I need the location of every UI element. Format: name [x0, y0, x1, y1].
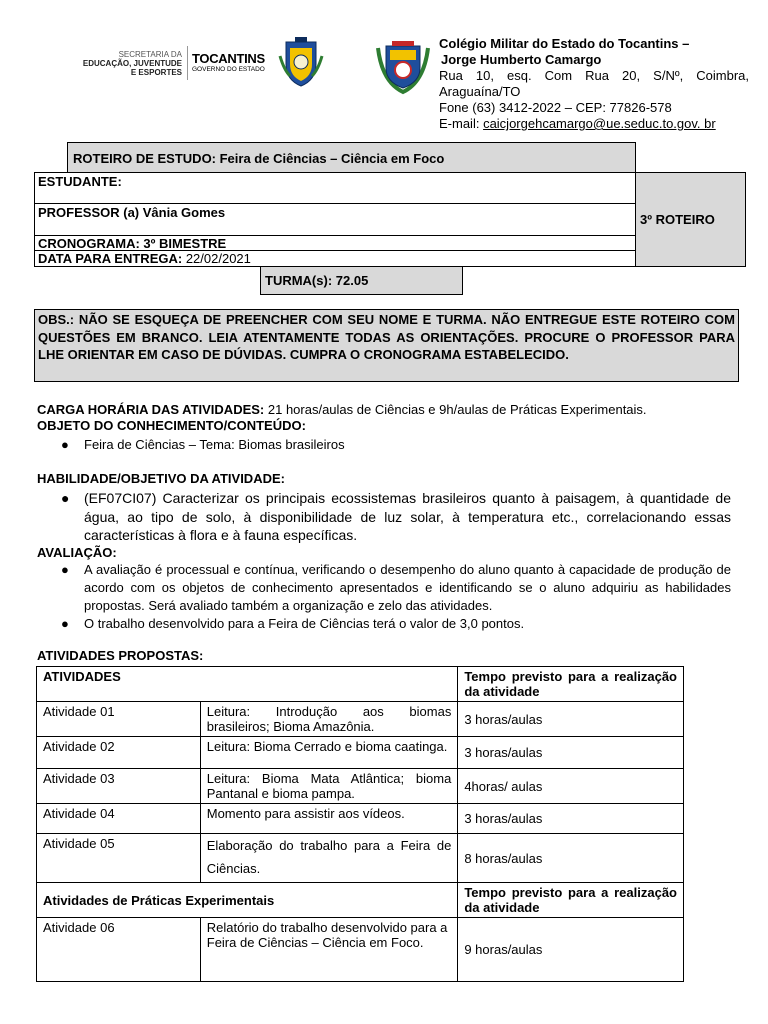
- logo-divider: [187, 46, 188, 80]
- school-crest-icon: [372, 38, 434, 96]
- workload-value: 21 horas/aulas de Ciências e 9h/aulas de Práticas Experimentais.: [264, 402, 647, 417]
- activity-time: 8 horas/aulas: [458, 834, 684, 883]
- schedule-box: [34, 235, 636, 251]
- activity-id: Atividade 04: [37, 804, 201, 834]
- eval-list: [37, 561, 731, 633]
- tocantins-sub: GOVERNO DO ESTADO: [192, 66, 265, 73]
- school-name-line1: Colégio Militar do Estado do Tocantins –: [439, 36, 690, 51]
- list-item: [37, 615, 731, 633]
- activity-desc: Leitura: Bioma Cerrado e bioma caatinga.: [200, 737, 458, 769]
- practices-header: Atividades de Práticas Experimentais: [37, 883, 458, 918]
- bullet-icon: ●: [61, 562, 69, 577]
- obs-box: [34, 309, 739, 382]
- practices-time-header: Tempo previsto para a realização da atividade: [458, 883, 684, 918]
- obs-text: OBS.: NÃO SE ESQUEÇA DE PREENCHER COM SEU NOME E TURMA. NÃO ENTREGUE ESTE ROTEIRO COM QUESTÕES EM BRANCO. LEIA ATENTAMENTE TODAS AS ORIENTAÇÕES. PROCURE O PROFESSOR PARA LHE ORIENTAR EM CASO DE DÚVIDAS. CUMPRA O CRONOGRAMA ESTABELECIDO.: [38, 312, 735, 362]
- due-date: [38, 251, 251, 266]
- table-row: [37, 737, 684, 769]
- list-item: [37, 489, 731, 545]
- object-heading: OBJETO DO CONHECIMENTO/CONTEÚDO:: [37, 418, 306, 433]
- turma: TURMA(s): 72.05: [265, 273, 369, 288]
- activity-time: 4horas/ aulas: [458, 769, 684, 804]
- eval-heading: AVALIAÇÃO:: [37, 545, 117, 560]
- activities-table: [36, 666, 684, 982]
- student-label: ESTUDANTE:: [38, 174, 122, 189]
- table-section-row: [37, 883, 684, 918]
- state-coat-of-arms-icon: [278, 36, 324, 88]
- col-activities-header: ATIVIDADES: [37, 667, 458, 702]
- activity-desc: Leitura: Introdução aos biomas brasileiros; Bioma Amazônia.: [200, 702, 458, 737]
- table-row: [37, 918, 684, 982]
- eval-section: [37, 545, 731, 633]
- bullet-icon: ●: [61, 437, 69, 452]
- tocantins-logo: [192, 52, 276, 74]
- roteiro-number-box: [635, 172, 746, 267]
- content-section: [37, 402, 731, 453]
- activity-time: 3 horas/aulas: [458, 804, 684, 834]
- phone: Fone (63) 3412-2022 – CEP: 77826-578: [439, 100, 672, 115]
- tocantins-brand: TOCANTINS: [192, 51, 265, 66]
- list-item: [37, 561, 731, 615]
- activity-id: Atividade 01: [37, 702, 201, 737]
- bullet-icon: ●: [61, 616, 69, 631]
- activity-time: 3 horas/aulas: [458, 702, 684, 737]
- address-line2: Araguaína/TO: [439, 84, 521, 99]
- due-label: DATA PARA ENTREGA:: [38, 251, 183, 266]
- activity-id: Atividade 05: [37, 834, 201, 883]
- object-item: Feira de Ciências – Tema: Biomas brasileiros: [84, 437, 345, 452]
- skill-item: (EF07CI07) Caracterizar os principais ecossistemas brasileiros quanto à paisagem, à quantidade de água, ao tipo de solo, à disponibilidade de luz solar, à temperatura etc., correlacionando essas características à flora e à fauna específicas.: [84, 490, 731, 543]
- schedule: CRONOGRAMA: 3º BIMESTRE: [38, 236, 227, 251]
- secretaria-line2: EDUCAÇÃO, JUVENTUDE: [82, 59, 182, 68]
- roteiro-title-box: [67, 142, 636, 173]
- turma-box: [260, 266, 463, 295]
- email-line: [439, 116, 749, 132]
- roteiro-number: 3º ROTEIRO: [640, 212, 715, 227]
- workload-label: CARGA HORÁRIA DAS ATIVIDADES:: [37, 402, 265, 417]
- table-row: [37, 702, 684, 737]
- roteiro-title: ROTEIRO DE ESTUDO: Feira de Ciências – Ciência em Foco: [73, 151, 445, 166]
- list-item: [37, 437, 731, 453]
- secretaria-line3: E ESPORTES: [130, 68, 182, 77]
- eval-item2: O trabalho desenvolvido para a Feira de Ciências terá o valor de 3,0 pontos.: [84, 616, 525, 631]
- table-row: [37, 804, 684, 834]
- email-label: E-mail:: [439, 116, 484, 131]
- due-date-box: [34, 250, 636, 267]
- object-list: [37, 437, 731, 453]
- secretaria-logo: [78, 50, 182, 77]
- activity-desc: Relatório do trabalho desenvolvido para a Feira de Ciências – Ciência em Foco.: [200, 918, 458, 982]
- student-box[interactable]: [34, 172, 636, 204]
- activity-id: Atividade 06: [37, 918, 201, 982]
- eval-item1: A avaliação é processual e contínua, verificando o desempenho do aluno quanto à capacidade de produção de acordo com os objetos de conhecimento apresentados e identificando se o aluno adquiriu as habilidades propostas. Será avaliado também a organização e zelo das atividades.: [84, 562, 731, 613]
- teacher: PROFESSOR (a) Vânia Gomes: [38, 205, 226, 220]
- school-info: [439, 36, 749, 132]
- skill-section: [37, 471, 731, 545]
- activity-desc: Elaboração do trabalho para a Feira de Ciências.: [200, 834, 458, 883]
- activity-desc: Momento para assistir aos vídeos.: [200, 804, 458, 834]
- activity-desc: Leitura: Bioma Mata Atlântica; bioma Pantanal e bioma pampa.: [200, 769, 458, 804]
- due-value: 22/02/2021: [182, 251, 251, 266]
- teacher-box: [34, 203, 636, 236]
- table-header-row: [37, 667, 684, 702]
- table-row: [37, 769, 684, 804]
- activity-time: 3 horas/aulas: [458, 737, 684, 769]
- secretaria-line1: SECRETARIA DA: [118, 50, 182, 59]
- bullet-icon: ●: [61, 490, 70, 506]
- school-name-line2: Jorge Humberto Camargo: [441, 52, 602, 67]
- workload: [37, 402, 731, 418]
- address-line1: Rua 10, esq. Com Rua 20, S/Nº, Coimbra,: [439, 68, 749, 83]
- activity-id: Atividade 03: [37, 769, 201, 804]
- skill-list: [37, 489, 731, 545]
- activity-time: 9 horas/aulas: [458, 918, 684, 982]
- skill-heading: HABILIDADE/OBJETIVO DA ATIVIDADE:: [37, 471, 285, 486]
- col-time-header: Tempo previsto para a realização da atividade: [458, 667, 684, 702]
- activities-heading: ATIVIDADES PROPOSTAS:: [37, 648, 204, 663]
- table-row: [37, 834, 684, 883]
- email-link[interactable]: caicjorgehcamargo@ue.seduc.to.gov. br: [483, 116, 716, 131]
- activity-id: Atividade 02: [37, 737, 201, 769]
